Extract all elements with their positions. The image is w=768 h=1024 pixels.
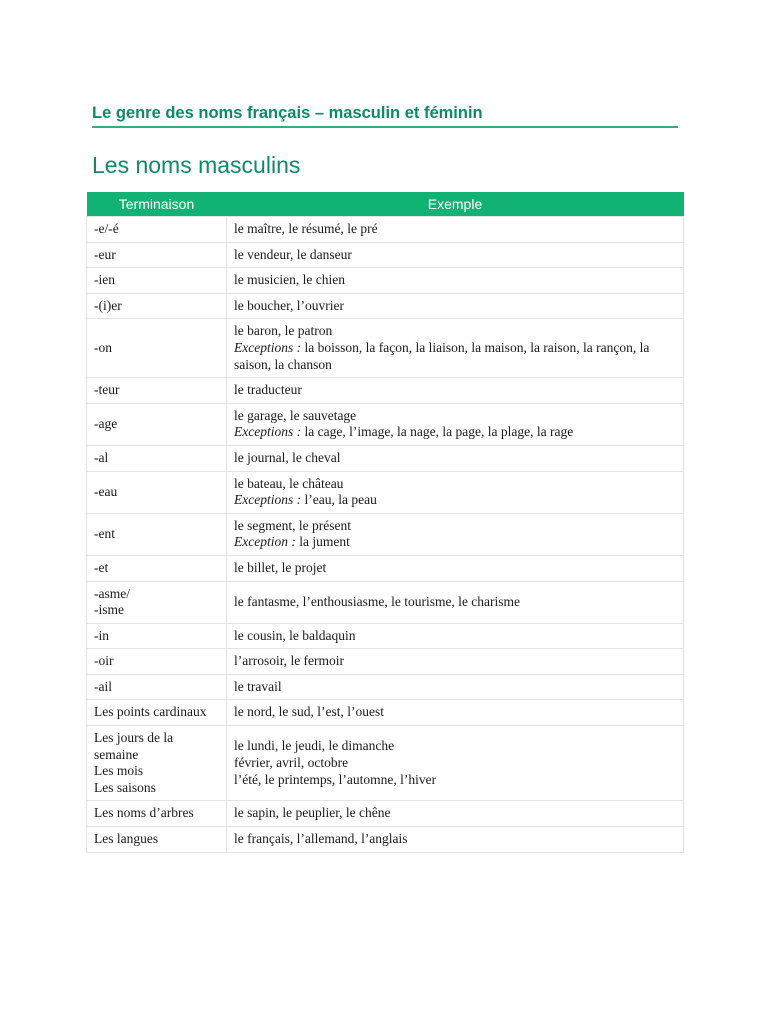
example-cell bbox=[227, 555, 684, 581]
example-line bbox=[234, 738, 676, 755]
ending-text: -ent bbox=[94, 526, 115, 542]
example-cell bbox=[227, 513, 684, 555]
example-text: l’arrosoir, le fermoir bbox=[234, 653, 345, 669]
example-line bbox=[234, 382, 676, 399]
example-cell bbox=[227, 319, 684, 378]
ending-text: -eur bbox=[94, 246, 116, 262]
example-cell bbox=[227, 378, 684, 404]
example-text: le français, l’allemand, l’anglais bbox=[234, 831, 408, 847]
example-text: le maître, le résumé, le pré bbox=[234, 221, 378, 236]
example-cell bbox=[227, 801, 684, 827]
example-cell bbox=[227, 242, 684, 268]
ending-text: Les saisons bbox=[94, 779, 156, 795]
table-row bbox=[87, 445, 684, 471]
example-line bbox=[234, 755, 676, 772]
table-row bbox=[87, 623, 684, 649]
example-text: février, avril, octobre bbox=[234, 754, 349, 770]
ending-cell bbox=[87, 319, 227, 378]
ending-text: Les mois bbox=[94, 763, 144, 779]
table-row bbox=[87, 378, 684, 404]
example-cell bbox=[227, 700, 684, 726]
ending-text: -ail bbox=[94, 678, 112, 694]
table-row bbox=[87, 827, 684, 853]
ending-text: -(i)er bbox=[94, 297, 122, 313]
ending-cell bbox=[87, 674, 227, 700]
example-text: la jument bbox=[295, 534, 350, 550]
exception-label: Exceptions : bbox=[234, 339, 302, 355]
ending-cell bbox=[87, 513, 227, 555]
example-text: le baron, le patron bbox=[234, 323, 333, 339]
example-line bbox=[234, 831, 676, 848]
table-row bbox=[87, 319, 684, 378]
exception-label: Exception : bbox=[234, 534, 296, 550]
table-row bbox=[87, 726, 684, 801]
example-cell bbox=[227, 581, 684, 623]
example-cell bbox=[227, 726, 684, 801]
example-text: le travail bbox=[234, 678, 282, 694]
example-cell bbox=[227, 268, 684, 294]
ending-text: -isme bbox=[94, 602, 124, 618]
table-row bbox=[87, 293, 684, 319]
example-text: le cousin, le baldaquin bbox=[234, 627, 356, 643]
document-title: Le genre des noms français – masculin et féminin bbox=[92, 104, 678, 128]
example-line bbox=[234, 408, 676, 425]
example-line bbox=[234, 594, 676, 611]
ending-text: -et bbox=[94, 559, 109, 575]
example-text: le fantasme, l’enthousiasme, le tourisme, le charisme bbox=[234, 593, 521, 609]
example-text: le nord, le sud, l’est, l’ouest bbox=[234, 704, 384, 720]
table-row bbox=[87, 801, 684, 827]
header-exemple: Exemple bbox=[227, 192, 684, 217]
table-row bbox=[87, 581, 684, 623]
example-text: l’eau, la peau bbox=[301, 492, 377, 508]
ending-cell bbox=[87, 649, 227, 675]
ending-text: -ien bbox=[94, 272, 115, 288]
example-text: le boucher, l’ouvrier bbox=[234, 297, 345, 313]
example-line bbox=[234, 298, 676, 315]
example-cell bbox=[227, 827, 684, 853]
example-text: le vendeur, le danseur bbox=[234, 246, 352, 262]
example-text: le lundi, le jeudi, le dimanche bbox=[234, 738, 395, 754]
example-cell bbox=[227, 293, 684, 319]
table-header bbox=[87, 192, 684, 217]
example-line bbox=[234, 772, 676, 789]
example-line bbox=[234, 247, 676, 264]
example-line bbox=[234, 653, 676, 670]
example-text: le bateau, le château bbox=[234, 475, 344, 491]
example-cell bbox=[227, 471, 684, 513]
example-text: le sapin, le peuplier, le chêne bbox=[234, 805, 391, 821]
ending-cell bbox=[87, 217, 227, 243]
example-line bbox=[234, 492, 676, 509]
example-line bbox=[234, 534, 676, 551]
example-line bbox=[234, 323, 676, 340]
ending-cell bbox=[87, 242, 227, 268]
ending-text: -on bbox=[94, 339, 112, 355]
example-line bbox=[234, 476, 676, 493]
ending-cell bbox=[87, 801, 227, 827]
ending-cell bbox=[87, 378, 227, 404]
ending-text: Les points cardinaux bbox=[94, 704, 207, 720]
ending-cell bbox=[87, 700, 227, 726]
table-row bbox=[87, 674, 684, 700]
example-line bbox=[234, 805, 676, 822]
table-row bbox=[87, 217, 684, 243]
header-terminaison: Terminaison bbox=[87, 192, 227, 217]
ending-cell bbox=[87, 268, 227, 294]
ending-text: -al bbox=[94, 449, 109, 465]
example-line bbox=[234, 340, 676, 373]
ending-cell bbox=[87, 623, 227, 649]
example-line bbox=[234, 272, 676, 289]
table-row bbox=[87, 513, 684, 555]
table-row bbox=[87, 403, 684, 445]
table-body bbox=[87, 217, 684, 853]
example-line bbox=[234, 628, 676, 645]
example-line bbox=[234, 450, 676, 467]
example-cell bbox=[227, 674, 684, 700]
example-line bbox=[234, 518, 676, 535]
example-cell bbox=[227, 445, 684, 471]
example-text: le segment, le présent bbox=[234, 517, 351, 533]
example-line bbox=[234, 221, 676, 238]
example-text: le journal, le cheval bbox=[234, 449, 341, 465]
example-text: le garage, le sauvetage bbox=[234, 407, 357, 423]
ending-text: Les langues bbox=[94, 831, 159, 847]
exception-label: Exceptions : bbox=[234, 424, 302, 440]
example-text: le billet, le projet bbox=[234, 559, 327, 575]
example-text: l’été, le printemps, l’automne, l’hiver bbox=[234, 771, 437, 787]
ending-cell bbox=[87, 726, 227, 801]
example-text: la cage, l’image, la nage, la page, la plage, la rage bbox=[301, 424, 574, 440]
table-row bbox=[87, 471, 684, 513]
example-line bbox=[234, 424, 676, 441]
ending-text: -teur bbox=[94, 382, 120, 398]
ending-text: Les jours de la semaine bbox=[94, 730, 174, 762]
ending-text: -e/-é bbox=[94, 221, 119, 236]
example-text: le musicien, le chien bbox=[234, 272, 345, 288]
example-text: le traducteur bbox=[234, 382, 302, 398]
ending-text: -eau bbox=[94, 483, 118, 499]
ending-text: -in bbox=[94, 627, 109, 643]
example-text: la boisson, la façon, la liaison, la maison, la raison, la rançon, la saison, la chanson bbox=[234, 339, 650, 372]
ending-cell bbox=[87, 827, 227, 853]
ending-text: -age bbox=[94, 416, 118, 432]
table-row bbox=[87, 649, 684, 675]
example-cell bbox=[227, 217, 684, 243]
ending-text: Les noms d’arbres bbox=[94, 805, 194, 821]
example-cell bbox=[227, 623, 684, 649]
example-line bbox=[234, 560, 676, 577]
table-row bbox=[87, 555, 684, 581]
table-row bbox=[87, 268, 684, 294]
ending-cell bbox=[87, 581, 227, 623]
example-line bbox=[234, 679, 676, 696]
example-cell bbox=[227, 403, 684, 445]
ending-cell bbox=[87, 445, 227, 471]
ending-cell bbox=[87, 471, 227, 513]
section-title: Les noms masculins bbox=[92, 152, 301, 178]
example-cell bbox=[227, 649, 684, 675]
ending-text: -oir bbox=[94, 653, 114, 669]
ending-cell bbox=[87, 555, 227, 581]
table-row bbox=[87, 700, 684, 726]
ending-text: -asme/ bbox=[94, 585, 130, 601]
example-line bbox=[234, 704, 676, 721]
ending-cell bbox=[87, 403, 227, 445]
exception-label: Exceptions : bbox=[234, 492, 302, 508]
ending-cell bbox=[87, 293, 227, 319]
table-row bbox=[87, 242, 684, 268]
masculine-endings-table bbox=[86, 192, 684, 853]
